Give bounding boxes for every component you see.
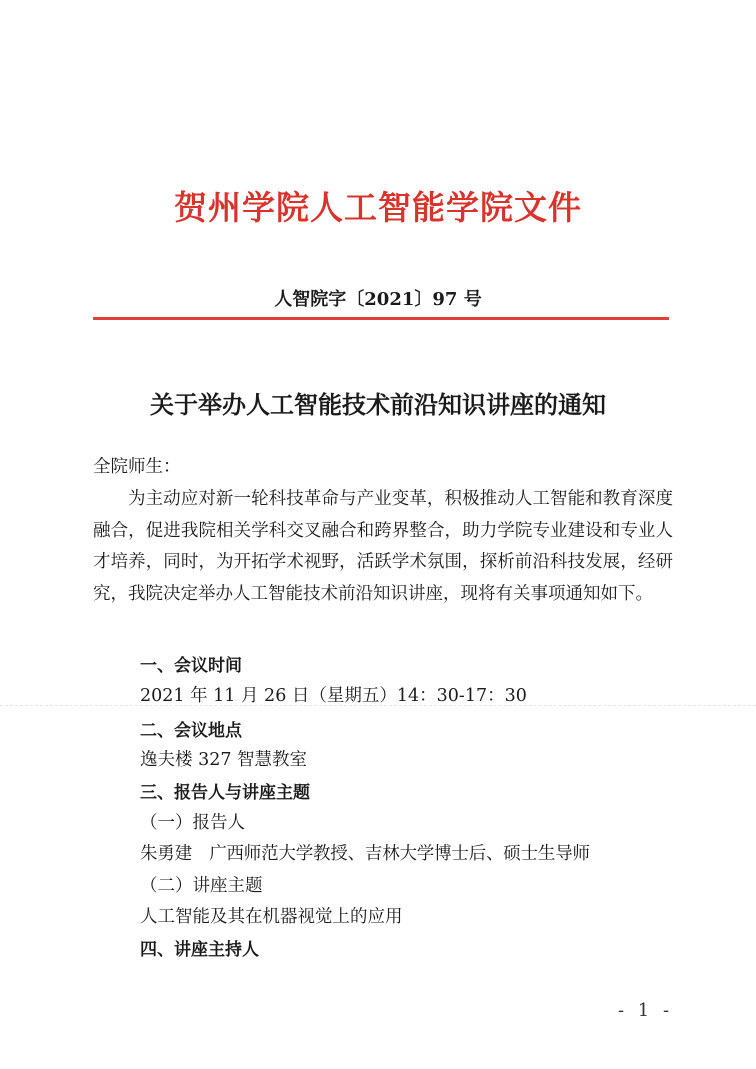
- meeting-time-value: 2021 年 11 月 26 日（星期五）14：30-17：30: [140, 686, 527, 706]
- section-heading-place: 二、会议地点: [140, 721, 242, 741]
- meeting-place-value: 逸夫楼 327 智慧教室: [140, 750, 308, 770]
- document-org-title: 贺州学院人工智能学院文件: [174, 188, 582, 227]
- topic-value: 人工智能及其在机器视觉上的应用: [140, 907, 403, 927]
- page-number: - 1 -: [618, 1000, 674, 1021]
- scan-artifact-line: [0, 705, 756, 707]
- document-number: 人智院字〔2021〕97 号: [274, 289, 482, 310]
- subheading-topic: （二）讲座主题: [140, 876, 263, 896]
- speaker-value: 朱勇建 广西师范大学教授、吉林大学博士后、硕士生导师: [140, 844, 590, 864]
- red-divider-line: [93, 317, 669, 320]
- subheading-speaker: （一）报告人: [140, 813, 245, 833]
- section-heading-speaker: 三、报告人与讲座主题: [140, 783, 310, 803]
- section-heading-host: 四、讲座主持人: [140, 940, 259, 960]
- notice-title: 关于举办人工智能技术前沿知识讲座的通知: [150, 390, 606, 419]
- section-heading-time: 一、会议时间: [140, 656, 242, 676]
- salutation: 全院师生：: [93, 457, 181, 477]
- intro-paragraph: 为主动应对新一轮科技革命与产业变革，积极推动人工智能和教育深度融合，促进我院相关学科交叉融合和跨界整合，助力学院专业建设和专业人才培养，同时，为开拓学术视野，活跃学术氛围，探析前沿科技发展，经研究，我院决定举办人工智能技术前沿知识讲座，现将有关事项通知如下。: [93, 489, 673, 604]
